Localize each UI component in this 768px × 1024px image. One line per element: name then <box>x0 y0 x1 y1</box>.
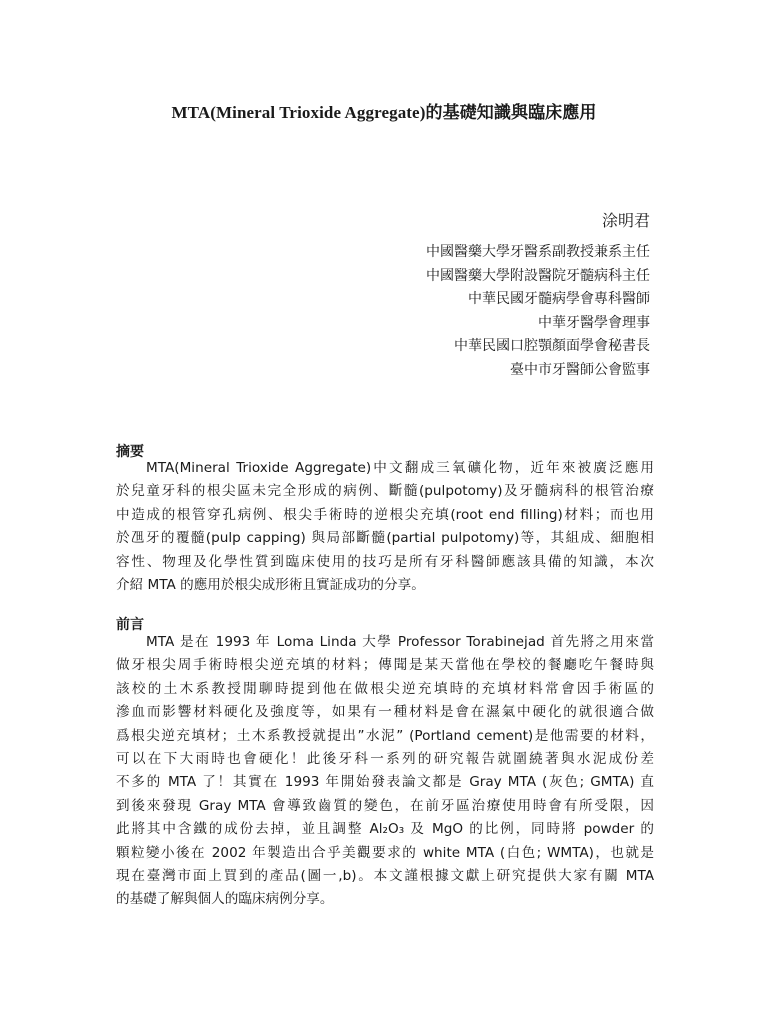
abstract-line: MTA(Mineral Trioxide Aggregate)中文翻成三氧礦化物，近年來被廣泛應用 <box>146 460 654 476</box>
abstract-line: 容性、物理及化學性質到臨床使用的技巧是所有牙科醫師應該具備的知識，本次 <box>116 553 654 570</box>
author-affiliations <box>426 241 650 382</box>
introduction-line: 的基礎了解與個人的臨床病例分享。 <box>116 891 334 908</box>
affiliation-line: 中華民國牙髓病學會專科醫師 <box>468 291 650 307</box>
introduction-line: 爲根尖逆充填材；土木系教授就提出”水泥” (Portland cement)是他需要的材料， <box>116 727 654 744</box>
document-title: MTA(Mineral Trioxide Aggregate)的基礎知識與臨床應用 <box>171 103 597 122</box>
introduction-line: 滲血而影響材料硬化及強度等，如果有一種材料是會在濕氣中硬化的就很適合做 <box>116 704 654 721</box>
abstract-line: 於乪牙的覆髓(pulp capping) 與局部斷髓(partial pulpotomy)等，其組成、細胞相 <box>116 530 654 547</box>
introduction-line: 做牙根尖周手術時根尖逆充填的材料；傳聞是某天當他在學校的餐廳吃午餐時與 <box>116 657 654 674</box>
introduction-line: MTA 是在 1993 年 Loma Linda 大學 Professor Torabinejad 首先將之用來當 <box>146 634 654 650</box>
introduction-line: 到後來發現 Gray MTA 會導致齒質的變色，在前牙區治療使用時會有所受限，因 <box>116 797 654 814</box>
introduction-body <box>116 631 654 912</box>
introduction-line: 現在臺灣市面上買到的產品(圖一,b)。本文謹根據文獻上研究提供大家有關 MTA <box>116 868 654 885</box>
affiliation-line: 中國醫藥大學附設醫院牙髓病科主任 <box>426 267 650 284</box>
abstract-line: 於兒童牙科的根尖區未完全形成的病例、斷髓(pulpotomy)及牙髓病科的根管治療 <box>116 483 654 500</box>
introduction-line: 不多的 MTA 了！其實在 1993 年開始發表論文都是 Gray MTA (灰色; GMTA) 直 <box>116 774 654 791</box>
affiliation-line: 中華民國口腔顎顏面學會秘書長 <box>454 338 650 354</box>
introduction-line: 該校的土木系教授閒聊時提到他在做根尖逆充填時的充填材料常會因手術區的 <box>116 680 654 697</box>
abstract-heading: 摘要 <box>116 444 144 460</box>
introduction-line: 顆粒變小後在 2002 年製造出合乎美觀要求的 white MTA (白色; WMTA)，也就是 <box>116 844 654 861</box>
author-name: 涂明君 <box>601 211 650 230</box>
abstract-line: 介紹 MTA 的應用於根尖成形術且實証成功的分享。 <box>116 577 425 594</box>
affiliation-line: 中國醫藥大學牙醫系副教授兼系主任 <box>426 244 650 260</box>
abstract-body <box>116 457 654 597</box>
abstract-line: 中造成的根管穿孔病例、根尖手術時的逆根尖充填(root end filling)材料；而也用 <box>116 506 654 523</box>
introduction-heading: 前言 <box>116 617 144 633</box>
introduction-line: 此將其中含鐵的成份去掉，並且調整 Al₂O₃ 及 MgO 的比例，同時將 powder 的 <box>116 821 654 838</box>
affiliation-line: 中華牙醫學會理事 <box>538 314 650 331</box>
affiliation-line: 臺中市牙醫師公會監事 <box>510 361 650 378</box>
introduction-line: 可以在下大雨時也會硬化！此後牙科一系列的研究報告就圍繞著與水泥成份差 <box>116 751 654 768</box>
